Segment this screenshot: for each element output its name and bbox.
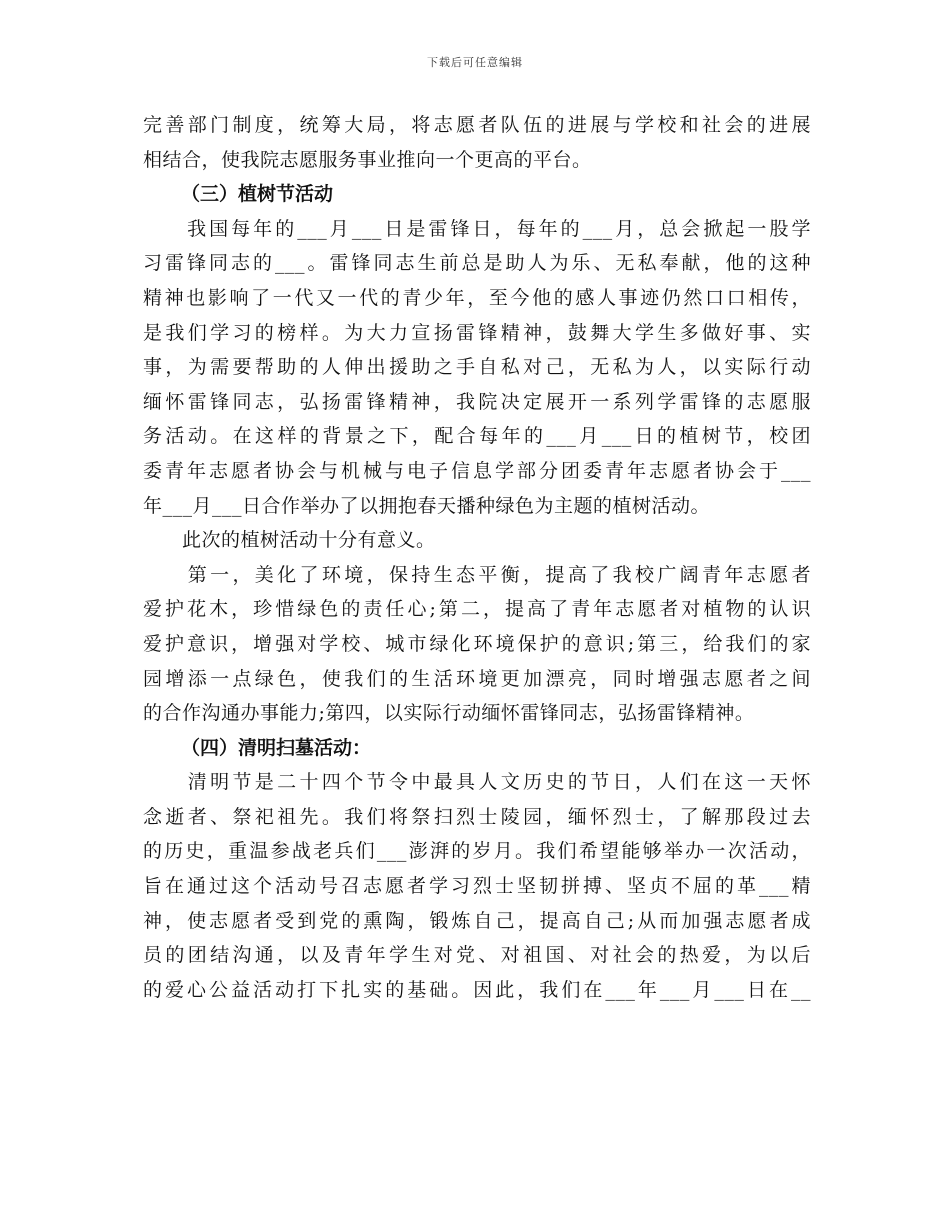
text-line: 的爱心公益活动打下扎实的基础。因此，我们在___年___月___日在__ bbox=[143, 978, 811, 1001]
text-line: 完善部门制度，统筹大局，将志愿者队伍的进展与学校和社会的进展 bbox=[143, 114, 811, 136]
text-line: 的历史，重温参战老兵们___澎湃的岁月。我们希望能够举办一次活动， bbox=[143, 840, 811, 863]
text-line: 委青年志愿者协会与机械与电子信息学部分团委青年志愿者协会于___ bbox=[143, 459, 811, 482]
text-line: 年___月___日合作举办了以拥抱春天播种绿色为主题的植树活动。 bbox=[143, 494, 711, 517]
section-heading: （三）植树节活动 bbox=[181, 183, 334, 206]
text-line: 员的团结沟通，以及青年学生对党、对祖国、对社会的热爱，为以后 bbox=[143, 944, 811, 967]
text-line: 是我们学习的榜样。为大力宣扬雷锋精神，鼓舞大学生多做好事、实 bbox=[143, 321, 811, 344]
text-line: 爱护意识，增强对学校、城市绿化环境保护的意识;第三，给我们的家 bbox=[143, 632, 811, 655]
text-line: 第一，美化了环境，保持生态平衡，提高了我校广阔青年志愿者 bbox=[143, 563, 811, 586]
text-line: 旨在通过这个活动号召志愿者学习烈士坚韧拼搏、坚贞不屈的革___精 bbox=[143, 875, 811, 898]
section-heading: （四）清明扫墓活动： bbox=[181, 736, 372, 759]
document-body bbox=[143, 108, 811, 1007]
text-line: 务活动。在这样的背景之下，配合每年的___月___日的植树节，校团 bbox=[143, 425, 811, 448]
text-line: 念逝者、祭祀祖先。我们将祭扫烈士陵园，缅怀烈士，了解那段过去 bbox=[143, 805, 811, 828]
text-line: 的合作沟通办事能力;第四，以实际行动缅怀雷锋同志，弘扬雷锋精神。 bbox=[143, 702, 755, 725]
text-line: 神，使志愿者受到党的熏陶，锻炼自己，提高自己;从而加强志愿者成 bbox=[143, 909, 811, 932]
text-line: 爱护花木，珍惜绿色的责任心;第二，提高了青年志愿者对植物的认识 bbox=[143, 598, 811, 621]
text-line: 此次的植树活动十分有意义。 bbox=[143, 529, 436, 552]
text-line: 相结合，使我院志愿服务事业推向一个更高的平台。 bbox=[143, 148, 592, 171]
text-line: 清明节是二十四个节令中最具人文历史的节日，人们在这一天怀 bbox=[143, 771, 811, 794]
text-line: 缅怀雷锋同志，弘扬雷锋精神，我院决定展开一系列学雷锋的志愿服 bbox=[143, 390, 811, 413]
text-line: 我国每年的___月___日是雷锋日，每年的___月，总会掀起一股学 bbox=[143, 217, 811, 240]
text-line: 精神也影响了一代又一代的青少年，至今他的感人事迹仍然口口相传， bbox=[143, 286, 811, 309]
text-line: 园增添一点绿色，使我们的生活环境更加漂亮，同时增强志愿者之间 bbox=[143, 667, 811, 690]
page-header: 下载后可任意编辑 bbox=[427, 56, 523, 69]
text-line: 习雷锋同志的___。雷锋同志生前总是助人为乐、无私奉献，他的这种 bbox=[143, 252, 811, 275]
text-line: 事，为需要帮助的人伸出援助之手自私对己，无私为人，以实际行动 bbox=[143, 356, 811, 379]
